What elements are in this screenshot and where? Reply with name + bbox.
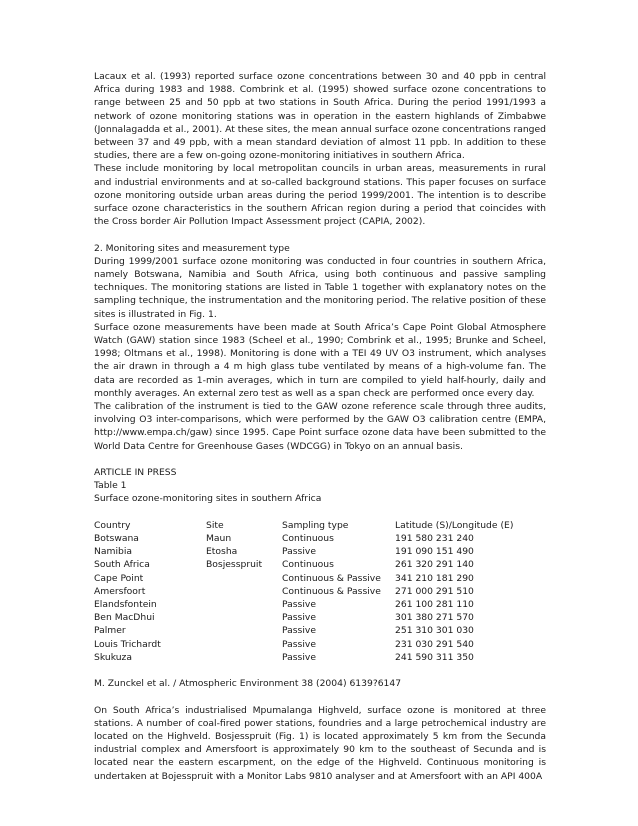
cell-site [206, 598, 282, 611]
cell-site [206, 651, 282, 664]
intro-paragraph-2: These include monitoring by local metropolitan councils in urban areas, measurements in rural and industrial environments and at so-called background stations. This paper focuses on surface ozone monitoring outside urban areas during the period 1999/2001. The intention is to describe surface ozone characteristics in the southern African region during a period that coincides with the Cross border Air Pollution Impact Assessment project (CAPIA, 2002). [94, 163, 546, 228]
cell-sampling-type: Passive [282, 638, 316, 650]
table-caption: Surface ozone-monitoring sites in southern Africa [94, 493, 322, 505]
spacer [94, 453, 546, 466]
cell-lat-long: 191 580 231 240 [395, 533, 474, 545]
cell-site [206, 585, 282, 598]
cell-lat-long: 231 030 291 540 [395, 638, 474, 650]
table-header-row [94, 519, 546, 532]
cell-country: South Africa [94, 559, 150, 571]
cell-sampling-type: Passive [282, 612, 316, 624]
cell-site: Maun [206, 533, 232, 545]
cell-sampling-type: Passive [282, 625, 316, 637]
article-in-press-label: ARTICLE IN PRESS [94, 467, 177, 479]
table-row [94, 532, 546, 545]
cell-lat-long: 301 380 271 570 [395, 612, 474, 624]
cell-country: Amersfoort [94, 585, 146, 597]
cell-country: Botswana [94, 533, 139, 545]
journal-citation: M. Zunckel et al. / Atmospheric Environment 38 (2004) 6139?6147 [94, 678, 402, 690]
cell-sampling-type: Passive [282, 599, 316, 611]
cell-country: Skukuza [94, 651, 133, 663]
intro-paragraph-1: Lacaux et al. (1993) reported surface ozone concentrations between 30 and 40 ppb in central Africa during 1983 and 1988. Combrink et al. (1995) showed surface ozone concentrations to range between 25 and 50 ppb at two stations in South Africa. During the period 1991/1993 a network of ozone monitoring stations was in operation in the eastern highlands of Zimbabwe (Jonnalagadda et al., 2001). At these sites, the mean annual surface ozone concentrations ranged between 37 and 49 ppb, with a mean standard deviation of almost 11 ppb. In addition to these studies, there are a few on-going ozone-monitoring initiatives in southern Africa. [94, 71, 546, 162]
section-paragraph-3: The calibration of the instrument is tied to the GAW ozone reference scale through three audits, involving O3 inter-comparisons, which were performed by the GAW O3 calibration centre (EMPA, http://www.empa.ch/gaw) since 1995. Cape Point surface ozone data have been submitted to the World Data Centre for Greenhouse Gases (WDCGG) in Tokyo on an annual basis. [94, 401, 546, 452]
spacer [94, 664, 546, 677]
cell-lat-long: 271 000 291 510 [395, 585, 474, 597]
cell-site [206, 638, 282, 651]
section-paragraph-1: During 1999/2001 surface ozone monitoring was conducted in four countries in southern Africa, namely Botswana, Namibia and South Africa, using both continuous and passive sampling techniques. The monitoring stations are listed in Table 1 together with explanatory notes on the sampling technique, the instrumentation and the monitoring period. The relative position of these sites is illustrated in Fig. 1. [94, 255, 546, 320]
final-paragraph: On South Africa’s industrialised Mpumalanga Highveld, surface ozone is monitored at three stations. A number of coal-fired power stations, foundries and a large petrochemical industry are located on the Highveld. Bosjesspruit (Fig. 1) is located approximately 5 km from the Secunda industrial complex and Amersfoort is approximately 90 km to the southeast of Secunda and is located near the eastern escarpment, on the edge of the Highveld. Continuous monitoring is undertaken at Bojesspruit with a Monitor Labs 9810 analyser and at Amersfoort with an API 400A [94, 704, 546, 782]
table-row [94, 545, 546, 558]
table-row [94, 598, 546, 611]
cell-lat-long: 191 090 151 490 [395, 546, 474, 558]
cell-lat-long: 241 590 311 350 [395, 651, 474, 663]
cell-lat-long: 261 320 291 140 [395, 559, 474, 571]
cell-lat-long: 341 210 181 290 [395, 572, 474, 584]
table-row [94, 624, 546, 637]
cell-site: Etosha [206, 546, 238, 558]
cell-country: Elandsfontein [94, 599, 157, 611]
cell-sampling-type: Continuous & Passive [282, 572, 381, 584]
spacer [94, 690, 546, 703]
header-lat-long: Latitude (S)/Longitude (E) [395, 519, 514, 531]
cell-country: Palmer [94, 625, 126, 637]
cell-country: Louis Trichardt [94, 638, 161, 650]
cell-lat-long: 261 100 281 110 [395, 599, 474, 611]
cell-site [206, 572, 282, 585]
cell-sampling-type: Continuous & Passive [282, 585, 381, 597]
section-paragraph-2: Surface ozone measurements have been made at South Africa’s Cape Point Global Atmosphere Watch (GAW) station since 1983 (Scheel et al., 1990; Combrink et al., 1995; Brunke and Scheel, 1998; Oltmans et al., 1998). Monitoring is done with a TEI 49 UV O3 instrument, which analyses the air drawn in through a 4 m high glass tube ventilated by means of a high-volume fan. The data are recorded as 1-min averages, which in turn are compiled to yield half-hourly, daily and monthly averages. An external zero test as well as a span check are performed once every day. [94, 321, 546, 399]
sites-table [94, 519, 546, 664]
cell-lat-long: 251 310 301 030 [395, 625, 474, 637]
cell-country: Cape Point [94, 572, 144, 584]
cell-sampling-type: Continuous [282, 559, 334, 571]
header-sampling-type: Sampling type [282, 519, 349, 531]
table-row [94, 572, 546, 585]
spacer [94, 228, 546, 241]
spacer [94, 506, 546, 519]
page-content [94, 70, 546, 783]
cell-sampling-type: Passive [282, 651, 316, 663]
cell-site [206, 611, 282, 624]
header-site: Site [206, 519, 224, 531]
cell-country: Namibia [94, 546, 133, 558]
section-heading: 2. Monitoring sites and measurement type [94, 242, 290, 254]
table-row [94, 651, 546, 664]
table-row [94, 585, 546, 598]
table-label: Table 1 [94, 480, 127, 492]
cell-sampling-type: Passive [282, 546, 316, 558]
table-row [94, 638, 546, 651]
table-row [94, 558, 546, 571]
cell-site [206, 624, 282, 637]
cell-country: Ben MacDhui [94, 612, 155, 624]
table-row [94, 611, 546, 624]
cell-site: Bosjesspruit [206, 559, 263, 571]
cell-sampling-type: Continuous [282, 533, 334, 545]
header-country: Country [94, 519, 131, 531]
